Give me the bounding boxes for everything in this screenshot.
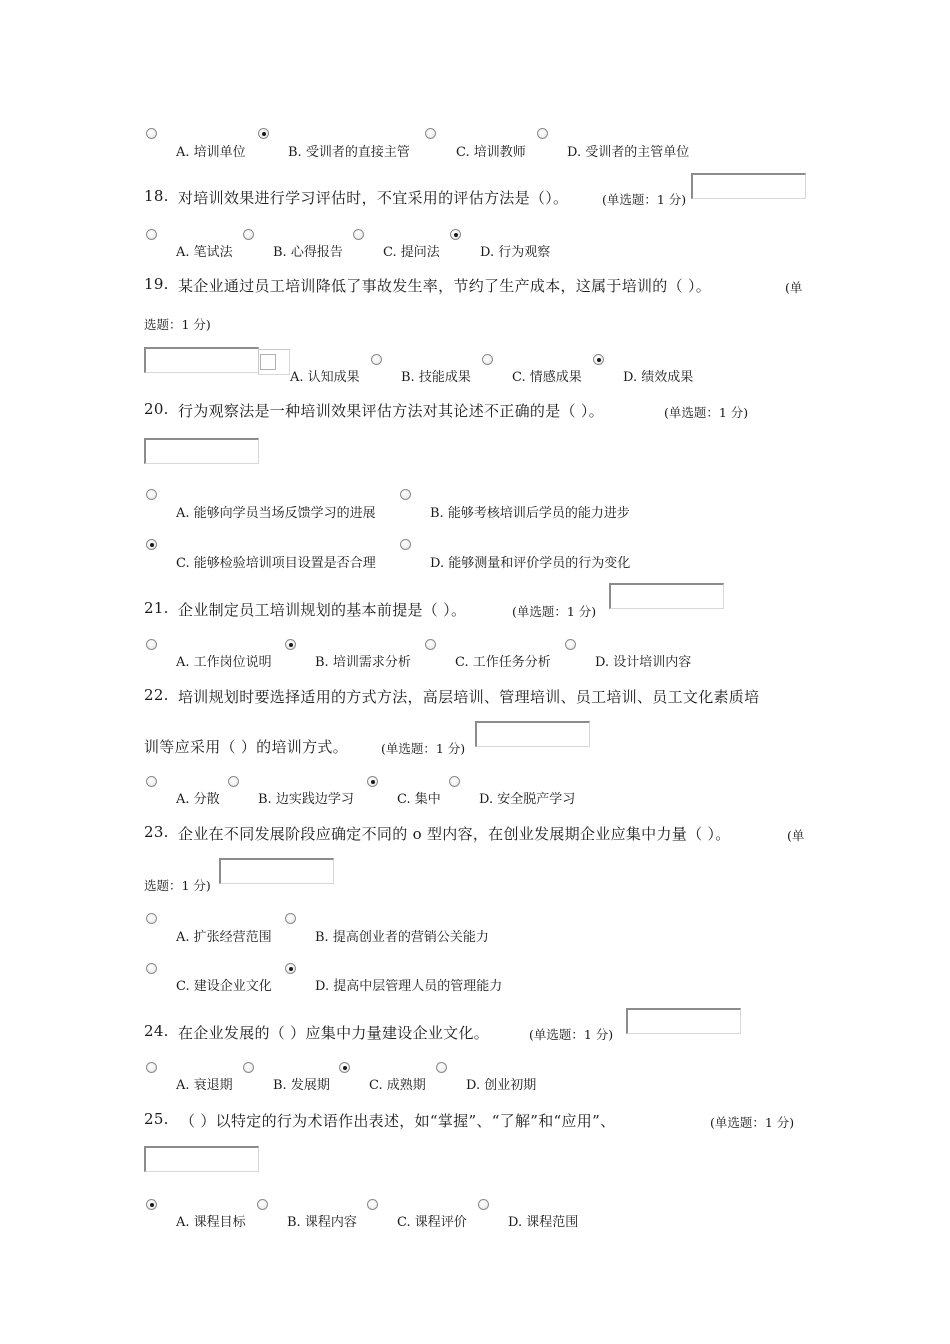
q25-option-a-label: A. 课程目标 — [176, 1215, 246, 1230]
q18-option-d-radio[interactable] — [450, 229, 461, 240]
q21-option-d-label: D. 设计培训内容 — [595, 655, 692, 670]
q23-option-d-radio[interactable] — [285, 963, 296, 974]
q17-option-a-label: A. 培训单位 — [176, 145, 246, 160]
q17-option-d-radio[interactable] — [537, 128, 548, 139]
q19-question-text: 某企业通过员工培训降低了事故发生率，节约了生产成本，这属于培训的（ ）。 — [178, 277, 712, 295]
q25-answer-field[interactable] — [144, 1146, 259, 1172]
q19-option-c-label: C. 情感成果 — [512, 370, 582, 385]
q21-option-c-label: C. 工作任务分析 — [455, 655, 551, 670]
q23-option-d-label: D. 提高中层管理人员的管理能力 — [315, 979, 503, 994]
q22-question-meta: (单选题：1 分) — [381, 741, 466, 756]
q22-option-b-label: B. 边实践边学习 — [258, 792, 354, 807]
q19-number: 19. — [144, 275, 169, 293]
q22-answer-field[interactable] — [475, 721, 590, 747]
q22-option-a-radio[interactable] — [146, 776, 157, 787]
q24-option-a-label: A. 衰退期 — [176, 1078, 233, 1093]
q21-option-a-radio[interactable] — [146, 639, 157, 650]
q23-question-meta-part1: (单 — [787, 828, 805, 843]
q19-option-b-radio[interactable] — [482, 354, 493, 365]
q20-option-d-label: D. 能够测量和评价学员的行为变化 — [430, 556, 631, 571]
q20-question-meta: (单选题：1 分) — [664, 405, 749, 420]
q23-option-a-label: A. 扩张经营范围 — [176, 930, 272, 945]
q23-number: 23. — [144, 823, 169, 841]
q21-number: 21. — [144, 599, 169, 617]
q25-question-text: （ ）以特定的行为术语作出表述，如“掌握”、“了解”和“应用”、 — [180, 1112, 616, 1130]
q23-question-text: 企业在不同发展阶段应确定不同的 o 型内容，在创业发展期企业应集中力量（ ）。 — [178, 825, 731, 843]
q18-option-a-label: A. 笔试法 — [176, 245, 233, 260]
q24-option-b-label: B. 发展期 — [273, 1078, 330, 1093]
q24-option-d-radio[interactable] — [436, 1062, 447, 1073]
q20-number: 20. — [144, 400, 169, 418]
q18-option-b-radio[interactable] — [243, 229, 254, 240]
q17-option-d-label: D. 受训者的主管单位 — [567, 145, 690, 160]
q19-checkbox[interactable] — [260, 354, 276, 370]
q23-option-c-label: C. 建设企业文化 — [176, 979, 272, 994]
q18-option-c-label: C. 提问法 — [383, 245, 440, 260]
q17-option-b-radio[interactable] — [258, 128, 269, 139]
q18-question-text: 对培训效果进行学习评估时，不宜采用的评估方法是（）。 — [178, 189, 569, 207]
q19-question-meta-part2: 选题：1 分) — [144, 317, 211, 332]
q19-option-c-radio[interactable] — [593, 354, 604, 365]
q24-option-c-radio[interactable] — [339, 1062, 350, 1073]
q21-option-b-radio[interactable] — [285, 639, 296, 650]
q17-option-b-label: B. 受训者的直接主管 — [288, 145, 410, 160]
q18-answer-field[interactable] — [691, 173, 806, 199]
q24-option-b-radio[interactable] — [243, 1062, 254, 1073]
q20-option-c-radio[interactable] — [146, 539, 157, 550]
q22-question-text-line1: 培训规划时要选择适用的方式方法，高层培训、管理培训、员工培训、员工文化素质培 — [178, 688, 760, 706]
q17-option-c-radio[interactable] — [425, 128, 436, 139]
q24-number: 24. — [144, 1022, 169, 1040]
q23-option-a-radio[interactable] — [146, 913, 157, 924]
q24-option-d-label: D. 创业初期 — [466, 1078, 537, 1093]
q25-question-meta: (单选题：1 分) — [710, 1115, 795, 1130]
q22-option-a-label: A. 分散 — [176, 792, 220, 807]
q23-answer-field[interactable] — [219, 858, 334, 884]
q19-answer-field[interactable] — [144, 347, 259, 373]
q22-option-d-label: D. 安全脱产学习 — [479, 792, 576, 807]
q20-question-text: 行为观察法是一种培训效果评估方法对其论述不正确的是（ ）。 — [178, 402, 604, 420]
q25-option-b-label: B. 课程内容 — [287, 1215, 357, 1230]
q22-question-text-line2: 训等应采用（ ）的培训方式。 — [144, 738, 348, 756]
q23-option-b-radio[interactable] — [285, 913, 296, 924]
q19-option-a-label: A. 认知成果 — [290, 370, 360, 385]
q22-option-c-label: C. 集中 — [397, 792, 441, 807]
q21-question-meta: (单选题：1 分) — [512, 604, 597, 619]
q21-option-c-radio[interactable] — [425, 639, 436, 650]
q20-option-a-radio[interactable] — [146, 489, 157, 500]
q24-answer-field[interactable] — [626, 1008, 741, 1034]
q20-option-b-label: B. 能够考核培训后学员的能力进步 — [430, 506, 630, 521]
q22-option-b-radio[interactable] — [228, 776, 239, 787]
q23-option-b-label: B. 提高创业者的营销公关能力 — [315, 930, 489, 945]
q18-number: 18. — [144, 187, 169, 205]
q18-question-meta: (单选题：1 分) — [602, 192, 687, 207]
q24-option-c-label: C. 成熟期 — [369, 1078, 426, 1093]
q20-option-a-label: A. 能够向学员当场反馈学习的进展 — [176, 506, 376, 521]
q19-option-d-label: D. 绩效成果 — [623, 370, 694, 385]
q20-option-b-radio[interactable] — [400, 489, 411, 500]
q22-number: 22. — [144, 686, 169, 704]
q23-option-c-radio[interactable] — [146, 963, 157, 974]
q22-option-d-radio[interactable] — [449, 776, 460, 787]
q19-option-a-radio[interactable] — [371, 354, 382, 365]
q25-option-a-radio[interactable] — [146, 1199, 157, 1210]
q25-option-c-label: C. 课程评价 — [397, 1215, 467, 1230]
q22-option-c-radio[interactable] — [367, 776, 378, 787]
q23-question-meta-part2: 选题：1 分) — [144, 878, 211, 893]
q19-question-meta-part1: (单 — [785, 280, 803, 295]
q25-option-d-label: D. 课程范围 — [508, 1215, 579, 1230]
q25-option-b-radio[interactable] — [257, 1199, 268, 1210]
q20-option-c-label: C. 能够检验培训项目设置是否合理 — [176, 556, 376, 571]
q21-option-b-label: B. 培训需求分析 — [315, 655, 411, 670]
q17-option-c-label: C. 培训教师 — [456, 145, 526, 160]
q21-option-d-radio[interactable] — [565, 639, 576, 650]
q25-number: 25. — [144, 1110, 169, 1128]
q20-answer-field[interactable] — [144, 438, 259, 464]
q18-option-a-radio[interactable] — [146, 229, 157, 240]
q25-option-c-radio[interactable] — [367, 1199, 378, 1210]
q21-question-text: 企业制定员工培训规划的基本前提是（ ）。 — [178, 601, 467, 619]
q25-option-d-radio[interactable] — [478, 1199, 489, 1210]
q18-option-d-label: D. 行为观察 — [480, 245, 551, 260]
q24-question-text: 在企业发展的（ ）应集中力量建设企业文化。 — [178, 1024, 490, 1042]
q24-option-a-radio[interactable] — [146, 1062, 157, 1073]
q20-option-d-radio[interactable] — [400, 539, 411, 550]
q19-option-b-label: B. 技能成果 — [401, 370, 471, 385]
q18-option-b-label: B. 心得报告 — [273, 245, 343, 260]
q21-option-a-label: A. 工作岗位说明 — [176, 655, 272, 670]
q18-option-c-radio[interactable] — [353, 229, 364, 240]
q24-question-meta: (单选题：1 分) — [529, 1027, 614, 1042]
q17-option-a-radio[interactable] — [146, 128, 157, 139]
q21-answer-field[interactable] — [609, 583, 724, 609]
